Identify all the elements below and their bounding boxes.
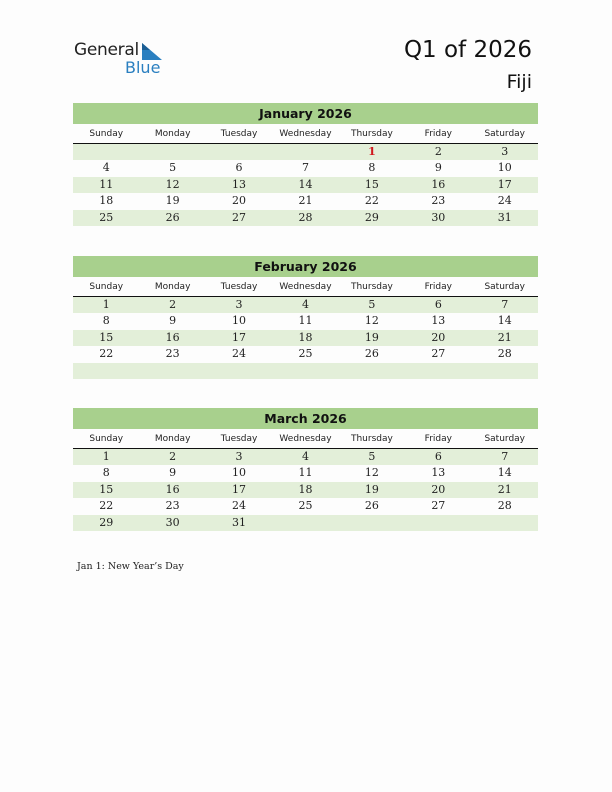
day-cell: 3	[235, 298, 243, 311]
empty-day-cell	[405, 515, 471, 531]
week-row	[73, 297, 538, 313]
day-cell: 19	[364, 330, 379, 344]
day-cell: 27	[431, 499, 446, 513]
week-row	[73, 193, 538, 209]
generalblue-logo	[74, 40, 184, 80]
day-cell: 25	[298, 347, 313, 361]
day-cell: 9	[434, 161, 442, 175]
week-row	[73, 498, 538, 514]
weekday-label: Wednesday	[279, 282, 332, 292]
day-cell: 30	[165, 515, 180, 529]
day-cell: 10	[232, 314, 247, 328]
empty-day-cell	[272, 363, 338, 379]
day-cell: 23	[165, 499, 180, 513]
empty-day-cell	[339, 515, 405, 531]
day-cell: 13	[431, 466, 446, 480]
week-row	[73, 330, 538, 346]
day-cell: 6	[434, 298, 442, 311]
day-cell: 28	[497, 499, 512, 513]
week-row	[73, 144, 538, 160]
weekday-label: Tuesday	[220, 434, 258, 444]
week-row	[73, 482, 538, 498]
day-cell: 3	[235, 450, 243, 463]
holiday-note: Jan 1: New Year’s Day	[77, 561, 184, 572]
day-cell: 8	[102, 314, 110, 328]
week-row	[73, 160, 538, 176]
weekday-label: Monday	[154, 282, 191, 292]
weekday-header-row	[73, 431, 538, 449]
day-cell: 28	[497, 347, 512, 361]
day-cell: 2	[169, 298, 177, 311]
day-cell: 7	[501, 298, 509, 311]
week-row	[73, 346, 538, 362]
weekday-label: Wednesday	[279, 434, 332, 444]
weekday-header-row	[73, 126, 538, 144]
logo-blue-text: Blue	[125, 58, 161, 77]
day-cell: 21	[497, 330, 512, 344]
weekday-label: Friday	[424, 129, 452, 139]
day-cell: 31	[232, 515, 247, 529]
month-title: February 2026	[73, 256, 538, 277]
day-cell: 6	[434, 450, 442, 463]
day-cell: 22	[99, 347, 114, 361]
day-cell: 14	[497, 466, 512, 480]
day-cell: 1	[102, 450, 110, 463]
empty-day-cell	[73, 144, 139, 160]
day-cell: 9	[169, 466, 177, 480]
weekday-label: Saturday	[484, 434, 526, 444]
empty-day-cell	[472, 515, 538, 531]
day-cell: 26	[364, 499, 379, 513]
weekday-label: Thursday	[350, 129, 393, 139]
day-cell: 12	[165, 177, 180, 191]
day-cell: 17	[497, 177, 512, 191]
day-cell: 24	[232, 499, 247, 513]
month-title: March 2026	[73, 408, 538, 429]
day-cell: 14	[497, 314, 512, 328]
country-name: Fiji	[506, 71, 532, 93]
empty-day-cell	[472, 363, 538, 379]
day-cell: 28	[298, 210, 313, 224]
day-cell: 29	[364, 210, 379, 224]
day-cell: 17	[232, 482, 247, 496]
weekday-label: Sunday	[89, 434, 124, 444]
month-calendar	[73, 256, 538, 379]
day-cell: 24	[232, 347, 247, 361]
page-title: Q1 of 2026	[403, 37, 532, 63]
week-row	[73, 210, 538, 226]
day-cell: 17	[232, 330, 247, 344]
day-cell: 4	[301, 298, 309, 311]
week-row	[73, 313, 538, 329]
week-row	[73, 449, 538, 465]
day-cell: 5	[169, 161, 177, 175]
empty-day-cell	[139, 363, 205, 379]
day-cell: 5	[368, 450, 376, 463]
day-cell: 23	[431, 194, 446, 208]
empty-day-cell	[73, 363, 139, 379]
day-cell: 21	[497, 482, 512, 496]
day-cell: 9	[169, 314, 177, 328]
day-cell: 7	[301, 161, 309, 175]
day-cell: 26	[364, 347, 379, 361]
holiday-notes	[77, 561, 184, 572]
day-cell: 25	[99, 210, 114, 224]
day-cell: 19	[364, 482, 379, 496]
day-cell: 25	[298, 499, 313, 513]
day-cell: 8	[368, 161, 376, 175]
day-cell: 3	[501, 145, 509, 158]
empty-day-cell	[272, 515, 338, 531]
day-cell: 18	[298, 330, 313, 344]
empty-day-cell	[206, 144, 272, 160]
day-cell: 11	[99, 177, 114, 191]
day-cell: 24	[497, 194, 512, 208]
weekday-label: Monday	[154, 434, 191, 444]
day-cell: 2	[434, 145, 442, 158]
day-cell: 11	[298, 466, 313, 480]
week-row	[73, 363, 538, 379]
day-cell: 14	[298, 177, 313, 191]
day-cell: 12	[364, 466, 379, 480]
month-title: January 2026	[73, 103, 538, 124]
weekday-label: Saturday	[484, 129, 526, 139]
day-cell: 16	[165, 330, 180, 344]
day-cell: 16	[165, 482, 180, 496]
day-cell: 15	[99, 482, 114, 496]
empty-day-cell	[272, 144, 338, 160]
day-cell: 6	[235, 161, 243, 175]
empty-day-cell	[206, 363, 272, 379]
day-cell: 23	[165, 347, 180, 361]
empty-day-cell	[139, 144, 205, 160]
day-cell: 27	[431, 347, 446, 361]
weekday-label: Tuesday	[220, 129, 258, 139]
weekday-header-row	[73, 279, 538, 297]
weekday-label: Sunday	[89, 129, 124, 139]
day-cell: 20	[431, 330, 446, 344]
weekday-label: Tuesday	[220, 282, 258, 292]
week-row	[73, 515, 538, 531]
weekday-label: Saturday	[484, 282, 526, 292]
day-cell: 16	[431, 177, 446, 191]
day-cell: 10	[232, 466, 247, 480]
weekday-label: Friday	[424, 434, 452, 444]
day-cell: 27	[232, 210, 247, 224]
day-cell: 10	[497, 161, 512, 175]
day-cell: 2	[169, 450, 177, 463]
day-cell: 13	[431, 314, 446, 328]
weekday-label: Wednesday	[279, 129, 332, 139]
day-cell: 18	[99, 194, 114, 208]
day-cell: 4	[102, 161, 110, 175]
day-cell: 1	[102, 298, 110, 311]
day-cell: 20	[232, 194, 247, 208]
day-cell: 19	[165, 194, 180, 208]
weekday-label: Monday	[154, 129, 191, 139]
day-cell: 26	[165, 210, 180, 224]
weekday-label: Friday	[424, 282, 452, 292]
week-row	[73, 465, 538, 481]
logo-general-text: General	[74, 40, 139, 60]
day-cell: 4	[301, 450, 309, 463]
weekday-label: Thursday	[350, 282, 393, 292]
day-cell: 8	[102, 466, 110, 480]
empty-day-cell	[405, 363, 471, 379]
day-cell: 12	[364, 314, 379, 328]
day-cell: 22	[364, 194, 379, 208]
day-cell: 5	[368, 298, 376, 311]
day-cell: 22	[99, 499, 114, 513]
day-cell: 21	[298, 194, 313, 208]
day-cell: 29	[99, 515, 114, 529]
day-cell: 15	[99, 330, 114, 344]
day-cell: 7	[501, 450, 509, 463]
weekday-label: Sunday	[89, 282, 124, 292]
empty-day-cell	[339, 363, 405, 379]
weekday-label: Thursday	[350, 434, 393, 444]
month-calendar	[73, 103, 538, 226]
day-cell: 30	[431, 210, 446, 224]
week-row	[73, 177, 538, 193]
day-cell: 31	[497, 210, 512, 224]
day-cell: 13	[232, 177, 247, 191]
month-calendar	[73, 408, 538, 531]
day-cell: 20	[431, 482, 446, 496]
day-cell: 15	[364, 177, 379, 191]
day-cell: 11	[298, 314, 313, 328]
day-cell: 18	[298, 482, 313, 496]
day-cell: 1	[368, 145, 376, 158]
